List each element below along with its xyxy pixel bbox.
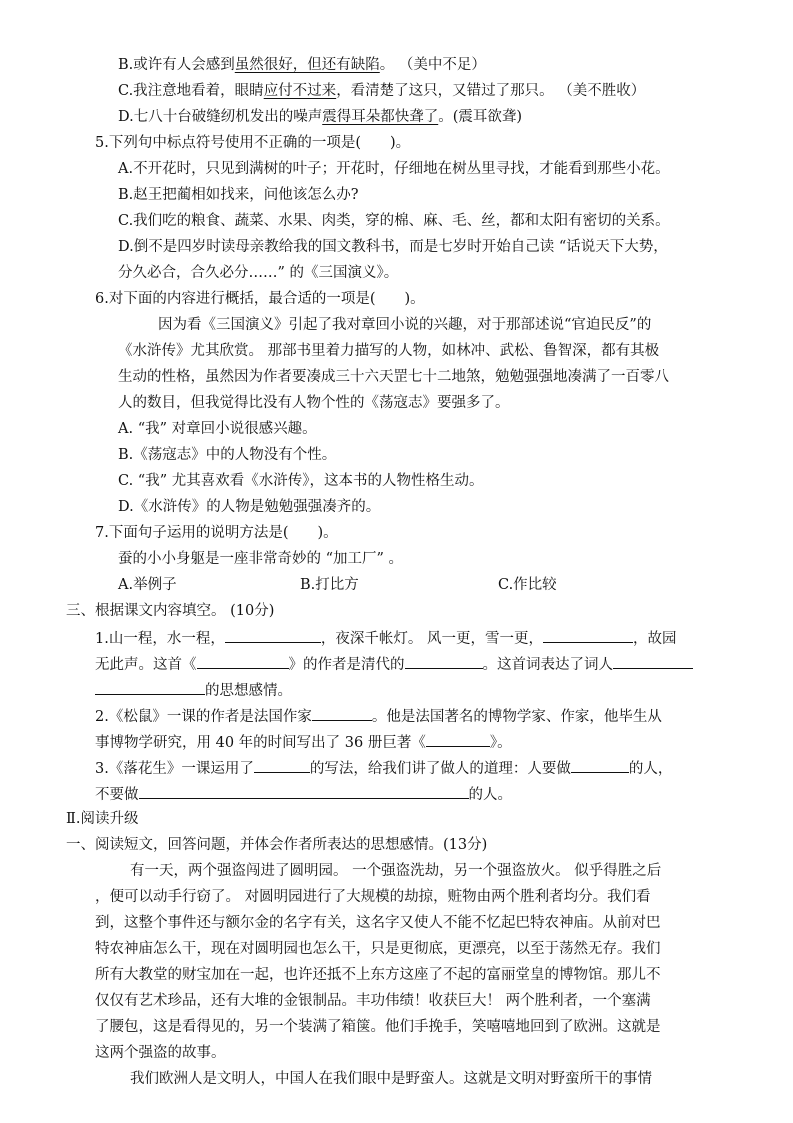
answer-blank[interactable] — [613, 653, 693, 669]
q4-option-d-underlined: 震得耳朵都快聋了 — [322, 109, 439, 125]
q7-option-c: C.作比较 — [498, 577, 557, 593]
reading-line-8: 这两个强盗的故事。 — [95, 1045, 226, 1061]
reading-line-2: ，便可以动手行窃了。 对圆明园进行了大规模的劫掠，赃物由两个胜利者均分。我们看 — [95, 889, 651, 905]
q4-option-c: C.我注意地看着，眼睛应付不过来，看清楚了这只，又错过了那只。 （美不胜收） — [118, 83, 646, 99]
answer-blank[interactable] — [139, 783, 469, 799]
q5-option-d-line2: 分久必合，合久必分……” 的《三国演义》。 — [118, 265, 399, 281]
q6-option-d: D.《水浒传》的人物是勉勉强强凑齐的。 — [118, 499, 381, 515]
section3-heading: 三、根据课文内容填空。 (10分) — [66, 603, 275, 619]
answer-blank[interactable] — [571, 757, 629, 773]
q6-passage-line3: 生动的性格，虽然因为作者要凑成三十六天罡七十二地煞，勉勉强强地凑满了一百零八 — [118, 369, 669, 385]
reading-line-6: 仅仅有艺术珍品，还有大堆的金银制品。丰功伟绩！收获巨大！ 两个胜利者，一个塞满 — [95, 993, 651, 1009]
q5-option-d-line1: D.倒不是四岁时读母亲教给我的国文教科书，而是七岁时开始自己读 “话说天下大势， — [118, 239, 668, 255]
q5-option-a: A.不开花时，只见到满树的叶子；开花时，仔细地在树丛里寻找，才能看到那些小花。 — [118, 161, 670, 177]
answer-blank[interactable] — [405, 653, 483, 669]
q4-option-d: D.七八十台破缝纫机发出的噪声震得耳朵都快聋了。(震耳欲聋) — [118, 109, 523, 125]
answer-blank[interactable] — [95, 679, 205, 695]
q4-option-b: B.或许有人会感到虽然很好，但还有缺陷。 （美中不足） — [118, 57, 486, 73]
fill-item-3-line2: 不要做 的人。 — [95, 783, 512, 805]
q7-option-a: A.举例子 — [118, 577, 177, 593]
q6-passage-line4: 人的数目，但我觉得比没有人物个性的《荡寇志》要强多了。 — [118, 395, 510, 411]
fill-item-1-line3: 的思想感情。 — [95, 679, 292, 701]
q4-option-c-underlined: 应付不过来 — [263, 83, 337, 99]
q5-option-c: C.我们吃的粮食、蔬菜、水果、肉类，穿的棉、麻、毛、丝，都和太阳有密切的关系。 — [118, 213, 670, 229]
q6-passage-line1: 因为看《三国演义》引起了我对章回小说的兴趣，对于那部述说“官迫民反”的 — [158, 317, 652, 333]
answer-blank[interactable] — [254, 757, 310, 773]
q6-passage-line2: 《水浒传》尤其欣赏。 那部书里着力描写的人物，如林冲、武松、鲁智深，都有其极 — [118, 343, 660, 359]
reading-line-3: 到，这整个事件还与额尔金的名字有关，这名字又使人不能不忆起巴特农神庙。从前对巴 — [95, 915, 661, 931]
reading-line-7: 了腰包，这是看得见的，另一个装满了箱箧。他们手挽手，笑嘻嘻地回到了欧洲。这就是 — [95, 1019, 661, 1035]
q5-option-b: B.赵王把蔺相如找来，问他该怎么办? — [118, 187, 359, 203]
q6-option-b: B.《荡寇志》中的人物没有个性。 — [118, 447, 337, 463]
q7-sentence: 蚕的小小身躯是一座非常奇妙的 “加工厂” 。 — [118, 551, 404, 567]
q6-option-c: C. “我” 尤其喜欢看《水浒传》，这本书的人物性格生动。 — [118, 473, 484, 489]
answer-blank[interactable] — [426, 731, 490, 747]
fill-item-1-line1: 1.山一程，水一程， ，夜深千帐灯。 风一更，雪一更， ，故园 — [95, 627, 676, 649]
fill-item-2-line1: 2.《松鼠》一课的作者是法国作家 。他是法国著名的博物学家、作家，他毕生从 — [95, 705, 662, 727]
reading-line-1: 有一天，两个强盗闯进了圆明园。 一个强盗洗劫，另一个强盗放火。 似乎得胜之后 — [130, 863, 662, 879]
q5-stem: 5.下列句中标点符号使用不正确的一项是( )。 — [95, 135, 411, 151]
answer-blank[interactable] — [197, 653, 289, 669]
q6-option-a: A. “我” 对章回小说很感兴趣。 — [118, 421, 317, 437]
reading-line-9: 我们欧洲人是文明人，中国人在我们眼中是野蛮人。这就是文明对野蛮所干的事情 — [130, 1071, 652, 1087]
q6-stem: 6.对下面的内容进行概括，最合适的一项是( )。 — [95, 291, 425, 307]
fill-item-2-line2: 事博物学研究，用 40 年的时间写出了 36 册巨著《 》。 — [95, 731, 512, 753]
part2-heading: Ⅱ.阅读升级 — [66, 811, 139, 827]
answer-blank[interactable] — [225, 627, 321, 643]
reading-question-1: 一、阅读短文，回答问题，并体会作者所表达的思想感情。(13分) — [66, 837, 488, 853]
reading-line-5: 所有大教堂的财宝加在一起，也许还抵不上东方这座了不起的富丽堂皇的博物馆。那儿不 — [95, 967, 661, 983]
q4-option-b-underlined: 虽然很好，但还有缺陷 — [234, 57, 380, 73]
answer-blank[interactable] — [312, 705, 372, 721]
q7-option-b: B.打比方 — [300, 577, 359, 593]
fill-item-3-line1: 3.《落花生》一课运用了 的写法，给我们讲了做人的道理：人要做 的人， — [95, 757, 672, 779]
q7-stem: 7.下面句子运用的说明方法是( )。 — [95, 525, 338, 541]
fill-item-1-line2: 无此声。这首《 》的作者是清代的 。这首词表达了词人 — [95, 653, 693, 675]
answer-blank[interactable] — [543, 627, 633, 643]
reading-line-4: 特农神庙怎么干，现在对圆明园也怎么干，只是更彻底，更漂亮，以至于荡然无存。我们 — [95, 941, 661, 957]
